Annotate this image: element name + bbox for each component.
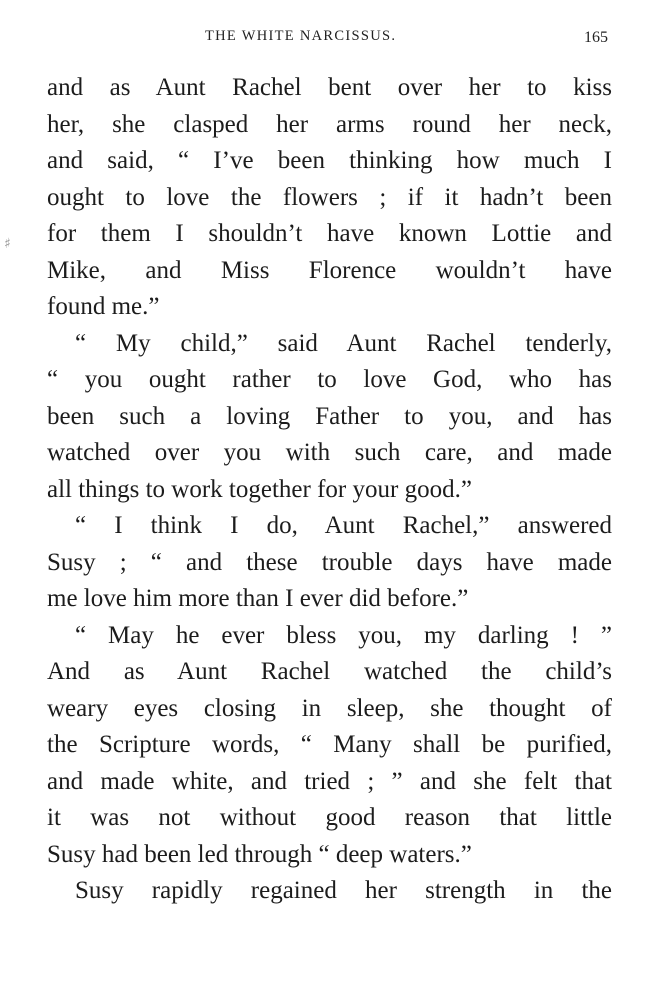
running-head: [0, 28, 667, 52]
text-line: for them I shouldn’t have known Lottie and: [47, 220, 612, 247]
page-number: 165: [584, 29, 608, 46]
text-line: watched over you with such care, and made: [47, 439, 612, 466]
text-line: it was not without good reason that little: [47, 804, 612, 831]
text-line: ought to love the flowers ; if it hadn’t been: [47, 183, 612, 211]
running-title: THE WHITE NARCISSUS.: [205, 28, 397, 44]
text-line: and said, “ I’ve been thinking how much I: [47, 147, 612, 174]
text-line: weary eyes closing in sleep, she thought of: [47, 694, 612, 722]
text-line: me love him more than I ever did before.”: [47, 585, 469, 612]
text-line: been such a loving Father to you, and has: [47, 402, 612, 430]
text-line: and made white, and tried ; ” and she felt that: [47, 767, 612, 795]
text-line: Susy had been led through “ deep waters.”: [47, 840, 472, 868]
text-line: “ I think I do, Aunt Rachel,” answered: [75, 512, 612, 539]
text-line: And as Aunt Rachel watched the child’s: [47, 658, 612, 685]
text-line: her, she clasped her arms round her neck,: [47, 110, 612, 138]
text-line: “ May he ever bless you, my darling ! ”: [75, 621, 612, 649]
text-line: “ My child,” said Aunt Rachel tenderly,: [75, 329, 612, 357]
text-line: and as Aunt Rachel bent over her to kiss: [47, 74, 612, 101]
text-line: “ you ought rather to love God, who has: [47, 366, 612, 393]
margin-mark: ♯: [4, 236, 11, 252]
text-line: the Scripture words, “ Many shall be purified,: [47, 731, 612, 758]
text-line: Susy rapidly regained her strength in the: [75, 877, 612, 904]
text-line: Mike, and Miss Florence wouldn’t have: [47, 256, 612, 284]
body-text: [47, 70, 612, 910]
text-line: found me.”: [47, 293, 160, 320]
text-line: all things to work together for your good.”: [47, 475, 472, 503]
text-line: Susy ; “ and these trouble days have made: [47, 548, 612, 576]
